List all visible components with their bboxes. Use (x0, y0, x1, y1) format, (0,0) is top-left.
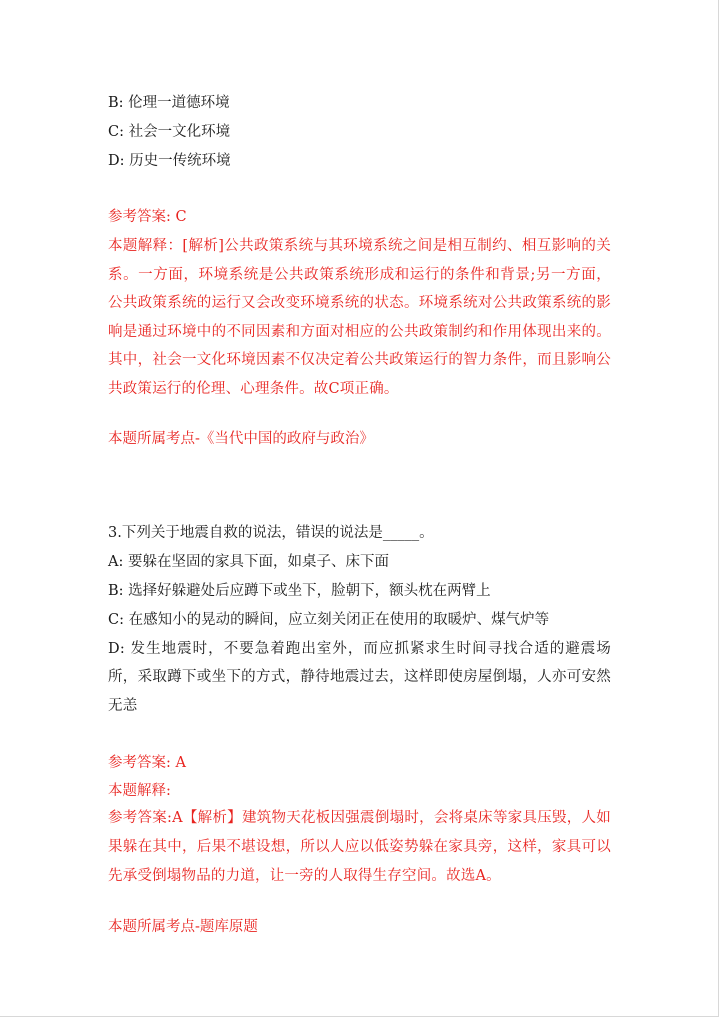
q2-topic: 本题所属考点-《当代中国的政府与政治》 (108, 430, 374, 447)
q2-answer: 参考答案: C (108, 209, 187, 225)
q3-option-b: B: 选择好躲避处后应蹲下或坐下，脸朝下，额头枕在两臂上 (108, 582, 491, 599)
q2-option-d: D: 历史一传统环境 (108, 153, 231, 169)
q3-question: 3.下列关于地震自救的说法，错误的说法是_____。 (108, 524, 434, 541)
q3-explanation-label: 本题解释: (108, 783, 171, 800)
page-content (108, 90, 620, 940)
q2-explanation: 本题解释：[解析]公共政策系统与其环境系统之间是相互制约、相互影响的关系。一方面，环境系统是公共政策系统形成和运行的条件和背景;另一方面，公共政策系统的运行又会改变环境系统的状态。环境系统对公共政策系统的影响是通过环境中的不同因素和方面对相应的公共政策制约和作用体现出来的。其中，社会一文化环境因素不仅决定着公共政策运行的智力条件，而且影响公共政策运行的伦理、心理条件。故C项正确。 (108, 238, 611, 397)
q3-option-c: C: 在感知小的晃动的瞬间，应立刻关闭正在使用的取暖炉、煤气炉等 (108, 611, 550, 628)
q3-option-d: D: 发生地震时，不要急着跑出室外，而应抓紧求生时间寻找合适的避震场所，采取蹲下或坐下的方式，静待地震过去，这样即使房屋倒塌，人亦可安然无恙 (108, 640, 611, 714)
q2-option-b: B: 伦理一道德环境 (108, 95, 230, 111)
q3-option-a: A: 要躲在坚固的家具下面，如桌子、床下面 (108, 553, 389, 570)
q3-explanation: 参考答案:A【解析】建筑物天花板因强震倒塌时，会将桌床等家具压毁，人如果躲在其中，后果不堪设想，所以人应以低姿势躲在家具旁，这样，家具可以先承受倒塌物品的力道，让一旁的人取得生存空间。故选A。 (108, 810, 611, 884)
q2-option-c: C: 社会一文化环境 (108, 124, 231, 140)
q3-topic: 本题所属考点-题库原题 (108, 919, 258, 936)
q3-answer: 参考答案: A (108, 755, 186, 772)
